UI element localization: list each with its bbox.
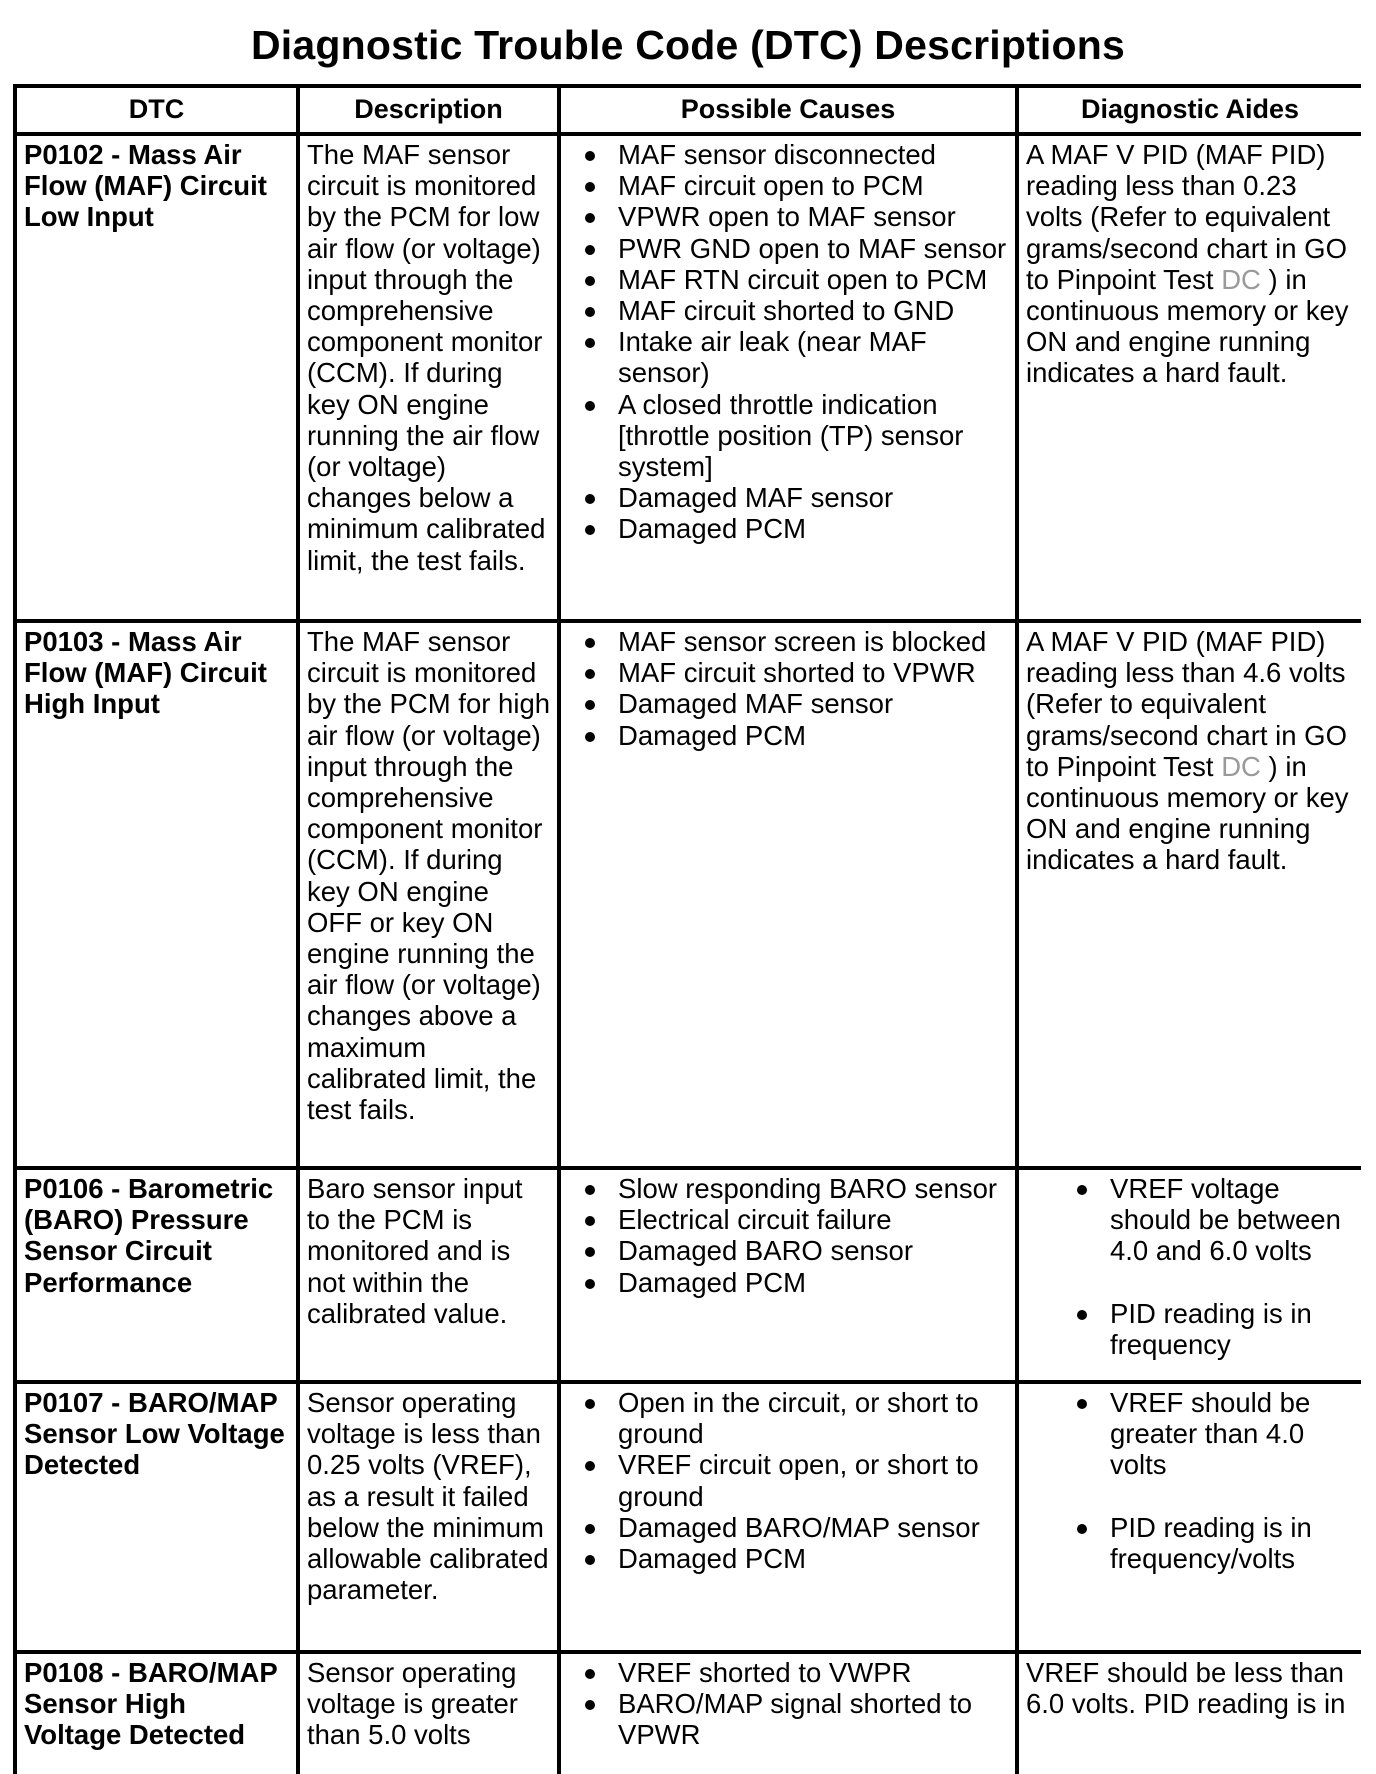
aides-cell [1017,1382,1361,1652]
description-cell: Sensor operating voltage is greater than 5.0 volts [298,1652,559,1774]
list-item: MAF circuit open to PCM [618,170,1009,201]
list-item: PID reading is in frequency [1110,1298,1355,1360]
list-item: Damaged BARO sensor [618,1235,1009,1266]
list-item: Damaged MAF sensor [618,688,1009,719]
header-diagnostic-aides: Diagnostic Aides [1017,86,1361,134]
dtc-code-cell: P0107 - BARO/MAP Sensor Low Voltage Detected [15,1382,298,1652]
causes-list [568,1387,1009,1574]
description-cell: Baro sensor input to the PCM is monitored and is not within the calibrated value. [298,1168,559,1382]
list-item: Damaged PCM [618,720,1009,751]
causes-list [568,626,1009,751]
aides-cell: VREF should be less than 6.0 volts. PID reading is in [1017,1652,1361,1774]
causes-list [568,139,1009,545]
table-row [15,1168,1361,1382]
dtc-code-cell: P0106 - Barometric (BARO) Pressure Sensor Circuit Performance [15,1168,298,1382]
aide-text: ) in continuous memory or key ON and engine running indicates a hard fault. [1026,263,1349,389]
list-item: PID reading is in frequency/volts [1110,1512,1355,1574]
list-item: Intake air leak (near MAF sensor) [618,326,1009,388]
dtc-code-cell: P0102 - Mass Air Flow (MAF) Circuit Low Input [15,134,298,621]
aides-cell [1017,621,1361,1168]
aide-text: A MAF V PID (MAF PID) reading less than 0.23 volts (Refer to equivalent grams/second chart in GO to Pinpoint Test [1026,139,1347,295]
dtc-code-cell: P0103 - Mass Air Flow (MAF) Circuit High Input [15,621,298,1168]
list-item: MAF RTN circuit open to PCM [618,264,1009,295]
list-item: VREF voltage should be between 4.0 and 6.0 volts [1110,1173,1355,1267]
list-item: Open in the circuit, or short to ground [618,1387,1009,1449]
dtc-table-container [13,84,1361,1774]
list-item: VPWR open to MAF sensor [618,201,1009,232]
table-row [15,1382,1361,1652]
list-item: MAF sensor disconnected [618,139,1009,170]
header-possible-causes: Possible Causes [559,86,1017,134]
header-description: Description [298,86,559,134]
table-row [15,621,1361,1168]
list-item: VREF should be greater than 4.0 volts [1110,1387,1355,1481]
description-cell: The MAF sensor circuit is monitored by the PCM for high air flow (or voltage) input through the comprehensive component monitor (CCM). If during key ON engine OFF or key ON engine running the air flow (or voltage) changes above a maximum calibrated limit, the test fails. [298,621,559,1168]
list-item: Slow responding BARO sensor [618,1173,1009,1204]
page-title: Diagnostic Trouble Code (DTC) Descriptions [250,22,1126,68]
table-row [15,1652,1361,1774]
list-item: VREF shorted to VWPR [618,1657,1009,1688]
aide-text: ) in continuous memory or key ON and engine running indicates a hard fault. [1026,750,1349,876]
aides-list [1026,1173,1355,1360]
list-item: A closed throttle indication [throttle position (TP) sensor system] [618,389,1009,483]
pinpoint-test-link[interactable]: DC [1221,263,1261,295]
list-item: Damaged PCM [618,1267,1009,1298]
pinpoint-test-link[interactable]: DC [1221,750,1261,782]
list-item: VREF circuit open, or short to ground [618,1449,1009,1511]
aides-cell [1017,134,1361,621]
causes-cell [559,621,1017,1168]
causes-list [568,1657,1009,1751]
aides-list [1026,1387,1355,1574]
table-row [15,134,1361,621]
list-item: Damaged PCM [618,1543,1009,1574]
aide-text: A MAF V PID (MAF PID) reading less than 4.6 volts (Refer to equivalent grams/second chart in GO to Pinpoint Test [1026,626,1347,782]
list-item: Electrical circuit failure [618,1204,1009,1235]
description-cell: Sensor operating voltage is less than 0.25 volts (VREF), as a result it failed below the minimum allowable calibrated parameter. [298,1382,559,1652]
causes-cell [559,1382,1017,1652]
list-item: Damaged MAF sensor [618,482,1009,513]
list-item: Damaged BARO/MAP sensor [618,1512,1009,1543]
list-item: MAF sensor screen is blocked [618,626,1009,657]
dtc-code-cell: P0108 - BARO/MAP Sensor High Voltage Detected [15,1652,298,1774]
list-item: BARO/MAP signal shorted to VPWR [618,1688,1009,1750]
list-item: Damaged PCM [618,513,1009,544]
list-item: PWR GND open to MAF sensor [618,233,1009,264]
causes-cell [559,1168,1017,1382]
causes-cell [559,134,1017,621]
list-item: MAF circuit shorted to GND [618,295,1009,326]
causes-cell [559,1652,1017,1774]
table-header-row [15,86,1361,134]
list-item: MAF circuit shorted to VPWR [618,657,1009,688]
aides-cell [1017,1168,1361,1382]
causes-list [568,1173,1009,1298]
description-cell: The MAF sensor circuit is monitored by the PCM for low air flow (or voltage) input through the comprehensive component monitor (CCM). If during key ON engine running the air flow (or voltage) changes below a minimum calibrated limit, the test fails. [298,134,559,621]
header-dtc: DTC [15,86,298,134]
dtc-table [13,84,1361,1774]
